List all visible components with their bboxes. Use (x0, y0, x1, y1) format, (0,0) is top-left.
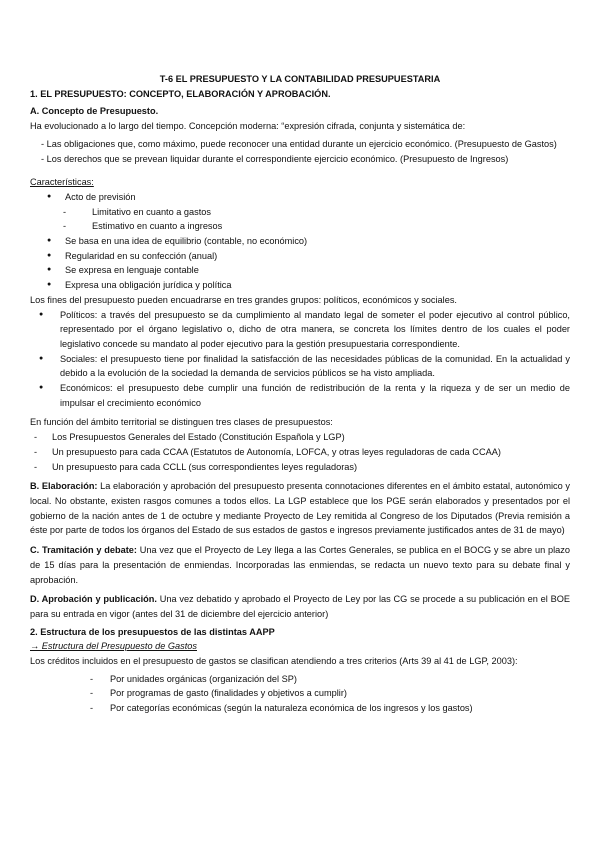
list-subitem: - Estimativo en cuanto a ingresos (30, 219, 570, 234)
fines-intro: Los fines del presupuesto pueden encuadrarse en tres grandes grupos: políticos, económicos y sociales. (30, 294, 457, 305)
list-item: - Un presupuesto para cada CCAA (Estatutos de Autonomía, LOFCA, y otras leyes reguladoras de cada CCAA) (30, 445, 570, 460)
aprobacion-label: D. Aprobación y publicación. (30, 594, 157, 605)
aprobacion-text: Una vez debatido y aprobado el Proyecto de Ley por las CG se procede a su publicación en el BOE para su entrada en vigor (antes del 31 de diciembre del ejercicio anterior) (30, 594, 570, 619)
caracteristicas-label: Características: (30, 177, 94, 188)
concept-gastos: - Las obligaciones que, como máximo, puede reconocer una entidad durante un ejercicio económico. (Presupuesto de Gastos) (41, 138, 557, 149)
ambito-intro: En función del ámbito territorial se distinguen tres clases de presupuestos: (30, 417, 333, 428)
caracteristicas-list (30, 190, 570, 293)
list-subitem: - Limitativo en cuanto a gastos (30, 205, 570, 220)
section-2-heading: 2. Estructura de los presupuestos de las distintas AAPP (30, 626, 275, 637)
elaboracion-text: La elaboración y aprobación del presupuesto presenta connotaciones diferentes en el ámbito estatal, autonómico y local. No obstante, existen rasgos comunes a todos ellos. La LGP establece que los PGE serán elaborados y presentados por el gobierno de la nación antes de 1 de octubre y mediante Proyecto de Ley remitida al Congreso de los Diputados (Previa remisión a éste por parte de todos los órganos del Estado de sus estados de gastos e ingresos previamente justificados antes de 31 de mayo) (30, 481, 570, 536)
document-title: T-6 EL PRESUPUESTO Y LA CONTABILIDAD PRESUPUESTARIA (159, 74, 441, 84)
list-item: ● Regularidad en su confección (anual) (30, 249, 570, 264)
ambito-list (30, 430, 570, 474)
list-item: ● Económicos: el presupuesto debe cumplir una función de redistribución de la renta y la riqueza y de ser un medio de impulsar el crecimiento económico (30, 381, 570, 410)
section-a-heading: A. Concepto de Presupuesto. (30, 106, 159, 117)
list-item: - Un presupuesto para cada CCLL (sus correspondientes leyes reguladoras) (30, 460, 570, 475)
section-1-heading: 1. EL PRESUPUESTO: CONCEPTO, ELABORACIÓN Y APROBACIÓN. (30, 88, 331, 99)
concept-intro: Ha evolucionado a lo largo del tiempo. Concepción moderna: “expresión cifrada, conjunta y sistemática de: (30, 121, 466, 132)
fines-list (30, 308, 570, 411)
list-item: ● Acto de previsión (30, 190, 570, 205)
tramitacion-paragraph (30, 543, 570, 587)
list-item: - Por unidades orgánicas (organización del SP) (30, 672, 570, 687)
aprobacion-paragraph (30, 592, 570, 621)
section-2-intro: Los créditos incluidos en el presupuesto de gastos se clasifican atendiendo a tres criterios (Arts 39 al 41 de LGP, 2003): (30, 656, 518, 667)
list-item: - Por programas de gasto (finalidades y objetivos a cumplir) (30, 686, 570, 701)
list-item: - Por categorías económicas (según la naturaleza económica de los ingresos y los gastos) (30, 701, 570, 716)
section-2-subheading: → Estructura del Presupuesto de Gastos (30, 641, 197, 652)
list-item: ● Sociales: el presupuesto tiene por finalidad la satisfacción de las necesidades públicas de la comunidad. En la actualidad y debido a la evolución de la sociedad la demanda de servicios públicos se ha visto ampliada. (30, 352, 570, 381)
concept-ingresos: - Los derechos que se prevean liquidar durante el correspondiente ejercicio económico. (Presupuesto de Ingresos) (41, 153, 509, 164)
tramitacion-text: Una vez que el Proyecto de Ley llega a las Cortes Generales, se publica en el BOCG y se abre un plazo de 15 días para la presentación de enmiendas. Incorporadas las enmiendas, se redacta un nuevo texto para su debate final y aprobación. (30, 545, 570, 585)
tramitacion-label: C. Tramitación y debate: (30, 545, 137, 556)
list-item: ● Políticos: a través del presupuesto se da cumplimiento al mandato legal de someter el poder ejecutivo al control público, representado por el órgano legislativo o, dicho de otra manera, se concreta los límites dentro de los cuales el poder legislativo concede su mandato al poder ejecutivo para la gestión presupuestaria correspondiente. (30, 308, 570, 352)
list-item: - Los Presupuestos Generales del Estado (Constitución Española y LGP) (30, 430, 570, 445)
elaboracion-label: B. Elaboración: (30, 481, 98, 492)
list-item: ● Expresa una obligación jurídica y política (30, 278, 570, 293)
list-item: ● Se basa en una idea de equilibrio (contable, no económico) (30, 234, 570, 249)
criterios-list (30, 672, 570, 716)
elaboracion-paragraph (30, 479, 570, 538)
list-item: ● Se expresa en lenguaje contable (30, 263, 570, 278)
